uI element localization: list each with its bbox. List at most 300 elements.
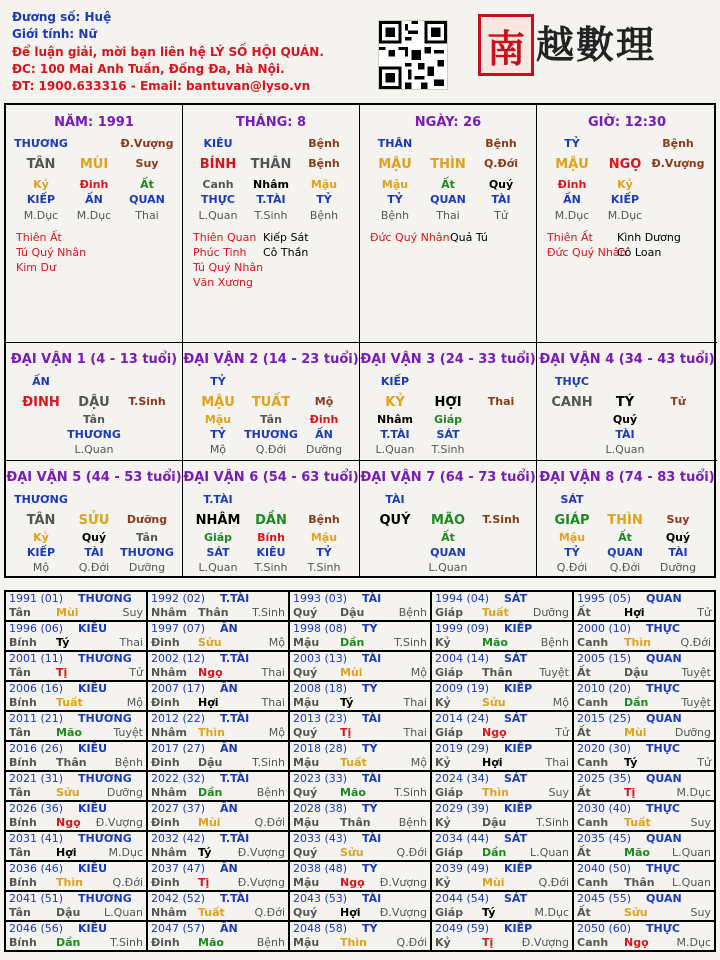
dai-van-stage: Tử [670, 395, 686, 408]
qr-code-icon [378, 20, 448, 90]
year-god: T.TÀI [220, 772, 250, 785]
year-stem: Đinh [151, 756, 180, 769]
year-god: KIÊU [78, 682, 108, 695]
year-branch: Sửu [56, 786, 80, 799]
star-item: Phúc Tinh [193, 246, 247, 259]
year-label: 2046 (56) [9, 922, 64, 935]
year-cell [573, 831, 715, 861]
year-stage: Mộ [268, 636, 285, 649]
hidden-god-1: KIẾP [26, 193, 56, 206]
year-stem: Bính [9, 696, 37, 709]
year-god: THỰC [646, 862, 680, 875]
year-god: THỰC [646, 922, 680, 935]
dai-van-hidden-stage: Mộ [209, 443, 227, 456]
year-stem: Quý [293, 786, 318, 799]
year-cell [147, 801, 289, 831]
hidden-god-3: QUAN [129, 193, 165, 206]
year-stage: Dưỡng [106, 786, 143, 799]
dai-van-8 [537, 461, 717, 578]
logo-text: 越數理 [536, 22, 657, 67]
year-god: TỶ [362, 922, 378, 935]
dai-van-3 [360, 343, 537, 461]
year-stage: M.Dục [676, 786, 711, 799]
year-branch: Tý [340, 696, 354, 709]
year-god: ẤN [220, 922, 238, 935]
hidden-god-2: QUAN [430, 193, 466, 206]
subject-gender: Giới tính: Nữ [12, 27, 97, 42]
year-branch: Tị [56, 666, 68, 679]
dai-van-stem: QUÝ [379, 513, 411, 528]
year-god: KIẾP [504, 922, 533, 935]
year-stem: Bính [9, 816, 37, 829]
year-stem: Canh [577, 756, 609, 769]
earthly-branch: NGỌ [608, 157, 642, 172]
year-branch: Dần [340, 636, 365, 649]
dai-van-branch: DẦN [255, 513, 287, 528]
year-cell [431, 591, 573, 621]
year-branch: Thìn [482, 786, 509, 799]
year-stem: Nhâm [151, 666, 187, 679]
year-stem: Mậu [293, 636, 320, 649]
pillar-4 [537, 105, 717, 343]
year-stage: T.Sinh [110, 936, 143, 949]
year-god: T.TÀI [220, 832, 250, 845]
year-label: 2049 (59) [435, 922, 490, 935]
year-god: QUAN [646, 832, 682, 845]
dai-van-hidden-god: THƯƠNG [120, 546, 174, 559]
hidden-god-2: T.TÀI [256, 193, 286, 206]
year-cell [147, 591, 289, 621]
year-label: 2011 (21) [9, 712, 64, 725]
year-cell [147, 741, 289, 771]
year-god: SÁT [504, 772, 528, 785]
phone-email-line: ĐT: 1900.633316 - Email: bantuvan@lyso.vn [12, 79, 311, 94]
year-label: 2028 (38) [293, 802, 348, 815]
year-stem: Quý [293, 666, 318, 679]
year-branch: Thân [482, 666, 513, 679]
dai-van-7 [360, 461, 537, 578]
hidden-stem-1: Kỷ [33, 178, 49, 191]
year-stem: Bính [9, 636, 37, 649]
dai-van-hidden-god: TỶ [316, 546, 332, 559]
year-branch: Thìn [624, 636, 651, 649]
dai-van-hidden-stage: Q.Đới [556, 561, 588, 574]
year-label: 2009 (19) [435, 682, 490, 695]
year-stage: Thai [403, 726, 427, 739]
year-stage: L.Quan [672, 876, 711, 889]
year-branch: Dậu [340, 606, 365, 619]
year-cell [147, 681, 289, 711]
year-stem: Ất [577, 606, 591, 619]
year-label: 2026 (36) [9, 802, 64, 815]
year-cell [573, 591, 715, 621]
year-cell [431, 741, 573, 771]
year-cell [5, 831, 147, 861]
year-god: KIÊU [78, 922, 108, 935]
hidden-stem-3: Mậu [310, 178, 338, 191]
year-label: 2016 (26) [9, 742, 64, 755]
dai-van-hidden-stem: Quý [81, 531, 107, 544]
dai-van-hidden-stage: Q.Đới [255, 443, 287, 456]
year-stage: Q.Đới [680, 636, 711, 649]
year-god: T.TÀI [220, 892, 250, 905]
dai-van-hidden-stage: Q.Đới [609, 561, 641, 574]
pillar-state: Bệnh [662, 137, 694, 150]
year-label: 2010 (20) [577, 682, 632, 695]
year-stage: Tuyệt [539, 666, 569, 679]
year-stem: Ất [577, 906, 591, 919]
dai-van-1 [6, 343, 183, 461]
year-branch: Tuất [198, 906, 225, 919]
year-god: SÁT [504, 652, 528, 665]
year-stem: Kỷ [435, 636, 451, 649]
hidden-stem-1: Canh [202, 178, 234, 191]
dai-van-title: ĐẠI VẬN 7 (64 - 73 tuổi) [360, 470, 536, 485]
dai-van-stage: Thai [487, 395, 515, 408]
chart-grid [4, 103, 716, 578]
dai-van-stage: T.Sinh [482, 513, 520, 526]
dai-van-hidden-stage: T.Sinh [254, 561, 288, 574]
dai-van-branch: DẬU [78, 395, 110, 410]
dai-van-hidden-stem: Ất [618, 531, 632, 544]
dai-van-branch: TUẤT [251, 395, 291, 410]
dai-van-stem: GIÁP [554, 513, 590, 528]
year-label: 2044 (54) [435, 892, 490, 905]
year-stage: Thai [403, 696, 427, 709]
year-branch: Ngọ [198, 666, 223, 679]
dai-van-hidden-god: TỶ [564, 546, 580, 559]
year-stem: Mậu [293, 816, 320, 829]
year-stage: Tuyệt [681, 666, 711, 679]
year-stem: Canh [577, 696, 609, 709]
year-cell [573, 741, 715, 771]
year-cell [431, 681, 573, 711]
year-cell [289, 921, 431, 951]
year-god: ẤN [220, 682, 238, 695]
address-line: ĐC: 100 Mai Anh Tuấn, Đống Đa, Hà Nội. [12, 61, 285, 76]
dai-van-title: ĐẠI VẬN 2 (14 - 23 tuổi) [183, 352, 359, 367]
year-branch: Sửu [340, 846, 364, 859]
star-item: Thiên Quan [193, 231, 257, 244]
year-branch: Tý [624, 756, 638, 769]
year-god: T.TÀI [220, 652, 250, 665]
year-god: TỶ [362, 682, 378, 695]
heavenly-stem: TÂN [26, 157, 56, 172]
dai-van-hidden-stage: Q.Đới [78, 561, 110, 574]
year-cell [289, 891, 431, 921]
pillar-title: THÁNG: 8 [235, 115, 307, 130]
dai-van-2 [183, 343, 360, 461]
dai-van-hidden-stage: T.Sinh [307, 561, 341, 574]
dai-van-god: SÁT [560, 493, 584, 506]
year-stage: Bệnh [398, 606, 427, 619]
year-branch: Thìn [340, 936, 367, 949]
year-cell [431, 651, 573, 681]
dai-van-hidden-god: T.TÀI [380, 428, 410, 441]
year-stem: Đinh [151, 696, 180, 709]
year-label: 2050 (60) [577, 922, 632, 935]
year-stage: T.Sinh [252, 756, 285, 769]
annual-luck-table [4, 590, 716, 952]
contact-line: Để luận giải, mời bạn liên hệ LÝ SỐ HỘI QUÁN. [12, 44, 324, 59]
dai-van-hidden-stage: L.Quan [198, 561, 238, 574]
year-branch: Tuất [482, 606, 509, 619]
year-stem: Giáp [435, 786, 464, 799]
year-stage: Thai [261, 666, 285, 679]
year-branch: Thân [340, 816, 371, 829]
hidden-god-1: ẤN [563, 193, 581, 206]
year-cell [5, 921, 147, 951]
hidden-stage-2: Thai [436, 209, 460, 222]
year-stage: Đ.Vượng [379, 876, 427, 889]
year-god: TỶ [362, 802, 378, 815]
year-stage: Dưỡng [674, 726, 711, 739]
year-stem: Tân [9, 906, 31, 919]
year-stage: Mộ [268, 726, 285, 739]
year-stem: Tân [9, 726, 31, 739]
stars-list-2 [617, 230, 681, 260]
year-cell [573, 651, 715, 681]
year-god: QUAN [646, 892, 682, 905]
hidden-stem-1: Mậu [381, 178, 409, 191]
year-branch: Mùi [198, 816, 221, 829]
dai-van-god: KIẾP [380, 375, 410, 388]
hidden-stage-3: Thai [135, 209, 159, 222]
year-label: 2007 (17) [151, 682, 206, 695]
hidden-stage-1: L.Quan [198, 209, 238, 222]
year-label: 2037 (47) [151, 862, 206, 875]
year-stem: Canh [577, 876, 609, 889]
year-stage: Tử [129, 666, 143, 679]
year-god: THƯƠNG [78, 772, 132, 785]
year-branch: Mão [198, 936, 224, 949]
dai-van-god: THỰC [555, 375, 589, 388]
hidden-stem-3: Quý [488, 178, 514, 191]
year-cell [5, 651, 147, 681]
year-label: 2032 (42) [151, 832, 206, 845]
year-label: 1995 (05) [577, 592, 632, 605]
year-cell [5, 861, 147, 891]
year-god: TÀI [362, 892, 382, 905]
dai-van-hidden-stem: Tân [260, 413, 282, 426]
year-branch: Hợi [198, 696, 219, 709]
year-cell [431, 921, 573, 951]
dai-van-branch: HỢI [434, 395, 462, 410]
year-label: 1996 (06) [9, 622, 64, 635]
year-stage: Thai [545, 756, 569, 769]
year-label: 2045 (55) [577, 892, 632, 905]
year-stem: Nhâm [151, 606, 187, 619]
year-god: SÁT [504, 712, 528, 725]
year-branch: Dần [482, 846, 507, 859]
year-stage: Tử [697, 606, 711, 619]
year-cell [573, 711, 715, 741]
year-stage: Q.Đới [538, 876, 569, 889]
stars-list [16, 230, 86, 275]
dai-van-hidden-god: TÀI [668, 546, 688, 559]
year-cell [573, 891, 715, 921]
year-label: 2031 (41) [9, 832, 64, 845]
year-god: KIẾP [504, 682, 533, 695]
dai-van-stem: CANH [551, 395, 593, 410]
pillar-title: NGÀY: 26 [414, 115, 482, 130]
year-cell [5, 621, 147, 651]
year-stage: Bệnh [256, 786, 285, 799]
year-god: TÀI [362, 832, 382, 845]
hidden-god-3: TỶ [316, 193, 332, 206]
year-god: ẤN [220, 742, 238, 755]
year-stage: Bệnh [540, 636, 569, 649]
year-label: 2030 (40) [577, 802, 632, 815]
year-god: TỶ [362, 622, 378, 635]
year-god: QUAN [646, 712, 682, 725]
year-label: 2041 (51) [9, 892, 64, 905]
dai-van-hidden-stem: Mậu [558, 531, 586, 544]
year-branch: Tý [198, 846, 212, 859]
pillar-2 [183, 105, 360, 343]
dai-van-hidden-god: THƯƠNG [67, 428, 121, 441]
year-god: TÀI [362, 712, 382, 725]
year-label: 2035 (45) [577, 832, 632, 845]
year-stage: Suy [548, 786, 569, 799]
year-branch: Hợi [624, 606, 645, 619]
growth-stage: Bệnh [308, 157, 340, 170]
stars-list [370, 230, 450, 245]
dai-van-hidden-stage: L.Quan [605, 443, 645, 456]
hidden-god-2: KIẾP [610, 193, 640, 206]
dai-van-stage: Dưỡng [126, 513, 168, 526]
year-branch: Dậu [56, 906, 81, 919]
star-item: Kình Dương [617, 231, 681, 244]
year-label: 2020 (30) [577, 742, 632, 755]
dai-van-stem: ĐINH [22, 395, 60, 410]
year-god: ẤN [220, 862, 238, 875]
dai-van-hidden-stage: L.Quan [375, 443, 415, 456]
heavenly-stem: MẬU [378, 157, 412, 172]
year-stage: M.Dục [108, 846, 143, 859]
year-branch: Hợi [340, 906, 361, 919]
year-god: KIẾP [504, 802, 533, 815]
year-cell [147, 861, 289, 891]
dai-van-title: ĐẠI VẬN 3 (24 - 33 tuổi) [360, 352, 536, 367]
dai-van-title: ĐẠI VẬN 8 (74 - 83 tuổi) [539, 470, 715, 485]
hidden-stem-3: Ất [140, 178, 154, 191]
year-branch: Mùi [56, 606, 79, 619]
hidden-stem-2: Kỷ [617, 178, 633, 191]
year-stage: Tử [555, 726, 569, 739]
year-label: 1991 (01) [9, 592, 64, 605]
year-stage: T.Sinh [394, 636, 427, 649]
year-stage: L.Quan [530, 846, 569, 859]
year-cell [431, 711, 573, 741]
dai-van-branch: THÌN [607, 513, 643, 528]
year-god: KIÊU [78, 862, 108, 875]
year-label: 2017 (27) [151, 742, 206, 755]
year-label: 2043 (53) [293, 892, 348, 905]
dai-van-stage: Mộ [314, 395, 334, 408]
year-god: QUAN [646, 652, 682, 665]
year-stage: Bệnh [398, 816, 427, 829]
year-stem: Quý [293, 906, 318, 919]
year-stage: Tuyệt [681, 696, 711, 709]
dai-van-stem: KỶ [385, 395, 405, 410]
year-stem: Giáp [435, 666, 464, 679]
year-label: 2012 (22) [151, 712, 206, 725]
year-branch: Tý [56, 636, 70, 649]
year-branch: Mùi [340, 666, 363, 679]
hidden-god-2: ẤN [85, 193, 103, 206]
dai-van-hidden-stage: Dưỡng [659, 561, 697, 574]
year-stem: Ất [577, 726, 591, 739]
year-branch: Dậu [624, 666, 649, 679]
header-info [12, 9, 324, 95]
year-stage: Mộ [552, 696, 569, 709]
star-item: Cô Loan [617, 246, 662, 259]
year-stem: Mậu [293, 696, 320, 709]
year-cell [289, 861, 431, 891]
year-god: KIÊU [78, 802, 108, 815]
hidden-god-3: TÀI [491, 193, 511, 206]
year-label: 2040 (50) [577, 862, 632, 875]
year-label: 2003 (13) [293, 652, 348, 665]
year-branch: Tuất [340, 756, 367, 769]
dai-van-branch: SỬU [78, 513, 110, 528]
year-god: KIẾP [504, 622, 533, 635]
year-cell [5, 591, 147, 621]
year-god: ẤN [220, 622, 238, 635]
year-label: 2029 (39) [435, 802, 490, 815]
year-label: 2001 (11) [9, 652, 64, 665]
year-stem: Nhâm [151, 786, 187, 799]
year-branch: Dần [56, 936, 81, 949]
year-branch: Mão [624, 846, 650, 859]
star-item: Tú Quý Nhân [193, 261, 264, 274]
year-stem: Canh [577, 816, 609, 829]
dai-van-hidden-god: SÁT [206, 546, 230, 559]
star-item: Đức Quý Nhân [547, 246, 627, 259]
year-stem: Nhâm [151, 906, 187, 919]
year-cell [573, 681, 715, 711]
year-god: SÁT [504, 592, 528, 605]
dai-van-stage: T.Sinh [128, 395, 166, 408]
hidden-stage-3: Bệnh [309, 209, 339, 222]
year-god: THỰC [646, 742, 680, 755]
year-label: 2018 (28) [293, 742, 348, 755]
dai-van-hidden-stem: Bính [257, 531, 285, 544]
year-cell [147, 651, 289, 681]
year-stage: Mộ [410, 666, 427, 679]
dai-van-hidden-god: TÀI [84, 546, 104, 559]
star-item: Thiên Ất [16, 231, 62, 244]
year-branch: Tuất [56, 696, 83, 709]
year-god: THƯƠNG [78, 892, 132, 905]
year-god: TÀI [362, 592, 382, 605]
year-label: 2004 (14) [435, 652, 490, 665]
year-stage: Suy [690, 906, 711, 919]
year-god: THƯƠNG [78, 652, 132, 665]
hidden-stage-1: Bệnh [380, 209, 410, 222]
year-cell [147, 831, 289, 861]
dai-van-hidden-stem: Quý [612, 413, 638, 426]
heavenly-stem: BÍNH [199, 157, 237, 172]
year-cell [431, 831, 573, 861]
year-branch: Tị [198, 876, 210, 889]
dai-van-god: TỶ [210, 375, 226, 388]
year-stage: Q.Đới [112, 876, 143, 889]
dai-van-hidden-god: QUAN [607, 546, 643, 559]
hidden-stage-3: Tử [494, 209, 508, 222]
subject-name: Đương số: Huệ [12, 10, 112, 24]
